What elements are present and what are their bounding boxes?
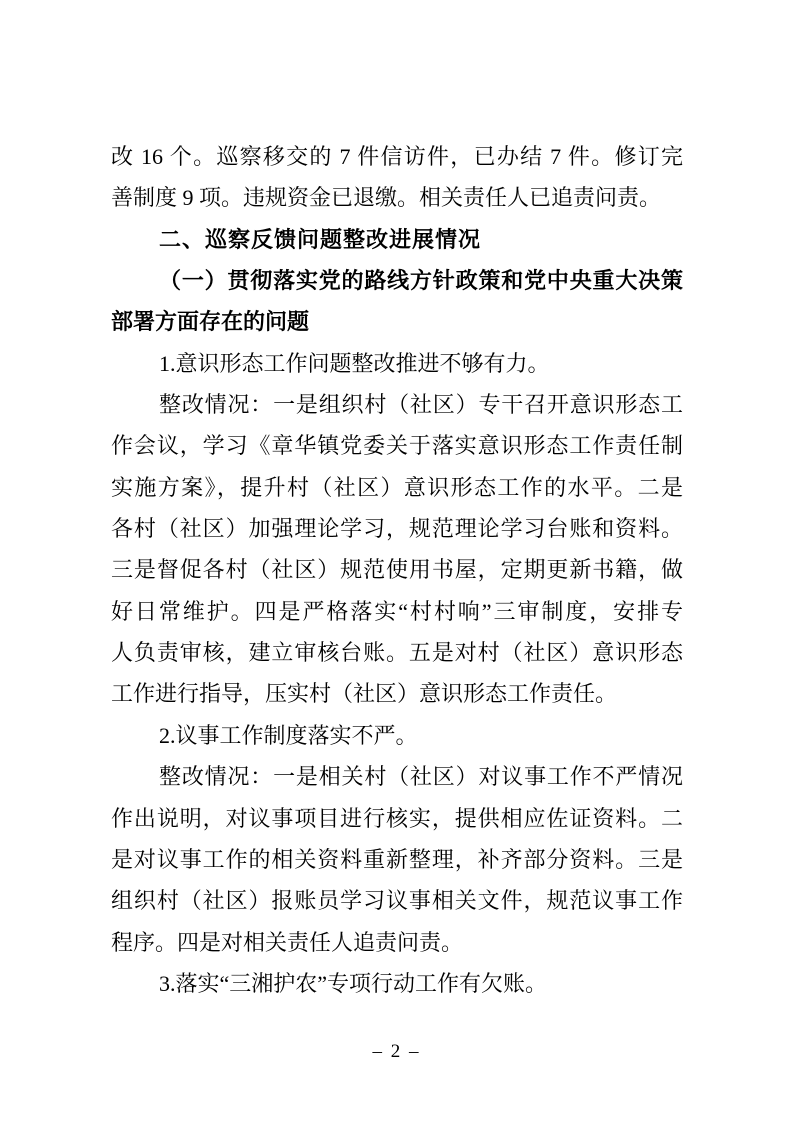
body-line: 改 16 个。巡察移交的 7 件信访件，已办结 7 件。修订完 <box>111 144 683 169</box>
body-line: 三是督促各村（社区）规范使用书屋，定期更新书籍，做 <box>111 557 683 583</box>
body-line: 是对议事工作的相关资料重新整理，补齐部分资料。三是 <box>111 846 683 872</box>
body-line: 人负责审核，建立审核台账。五是对村（社区）意识形态 <box>111 640 683 666</box>
body-line: 整改情况：一是组织村（社区）专干召开意识形态工 <box>159 392 683 418</box>
page-number: – 2 – <box>372 1041 421 1062</box>
body-line: 整改情况：一是相关村（社区）对议事工作不严情况 <box>159 764 683 790</box>
item-heading: 1.意识形态工作问题整改推进不够有力。 <box>159 350 550 376</box>
body-line: 善制度 9 项。违规资金已退缴。相关责任人已追责问责。 <box>111 185 662 211</box>
section-heading: 二、巡察反馈问题整改进展情况 <box>159 226 482 252</box>
body-line: 各村（社区）加强理论学习，规范理论学习台账和资料。 <box>111 516 683 542</box>
body-line: 工作进行指导，压实村（社区）意识形态工作责任。 <box>111 681 618 707</box>
document-body <box>111 136 683 1004</box>
subsection-heading-line: （一）贯彻落实党的路线方针政策和党中央重大决策 <box>159 268 683 294</box>
body-line: 实施方案》，提升村（社区）意识形态工作的水平。二是 <box>111 474 683 500</box>
subsection-heading-line: 部署方面存在的问题 <box>111 309 310 335</box>
body-line: 作会议，学习《章华镇党委关于落实意识形态工作责任制 <box>111 433 683 459</box>
body-line: 程序。四是对相关责任人追责问责。 <box>111 929 464 955</box>
body-line: 好日常维护。四是严格落实“村村响”三审制度，安排专 <box>111 598 683 624</box>
body-line: 组织村（社区）报账员学习议事相关文件，规范议事工作 <box>111 888 683 914</box>
item-heading: 2.议事工作制度落实不严。 <box>159 722 418 748</box>
item-heading: 3.落实“三湘护农”专项行动工作有欠账。 <box>159 970 548 996</box>
body-line: 作出说明，对议事项目进行核实，提供相应佐证资料。二 <box>111 805 683 831</box>
